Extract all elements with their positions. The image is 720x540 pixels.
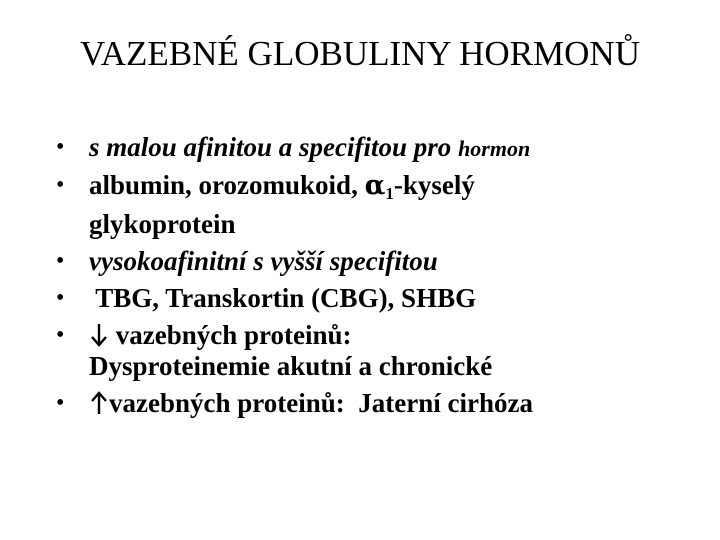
bullet-marker: • xyxy=(56,248,65,274)
bullet-marker: • xyxy=(56,390,65,416)
bullet-text: vysokoafinitní s vyšší specifitou xyxy=(89,246,438,276)
bullet-text: -kyselý xyxy=(393,170,475,200)
alpha-subscript: 1 xyxy=(385,184,394,203)
bullet-text: TBG, Transkortin (CBG), SHBG xyxy=(89,283,477,313)
bullet-marker: • xyxy=(56,285,65,311)
bullet-text: albumin, orozomukoid, xyxy=(89,170,365,200)
bullet-line xyxy=(89,170,696,209)
bullet-item xyxy=(56,246,696,277)
alpha-symbol: α xyxy=(364,170,386,201)
bullet-text: vazebných proteinů: Jaterní cirhóza xyxy=(109,388,533,418)
bullet-item xyxy=(56,132,696,164)
bullet-text: vazebných proteinů: xyxy=(109,320,352,350)
arrow-up-icon xyxy=(89,390,109,416)
slide-title: VAZEBNÉ GLOBULINY HORMONŮ xyxy=(80,34,640,73)
bullet-marker: • xyxy=(56,322,65,348)
bullet-marker: • xyxy=(56,172,65,198)
bullet-marker: • xyxy=(56,134,65,160)
bullet-line xyxy=(89,320,696,351)
bullet-text-line2: Dysproteinemie akutní a chronické xyxy=(89,351,493,381)
bullet-item xyxy=(56,170,696,240)
bullet-text: s malou afinitou a specifitou pro xyxy=(89,132,459,162)
bullet-list xyxy=(56,132,696,425)
arrow-down-icon xyxy=(89,322,109,348)
bullet-item xyxy=(56,283,696,314)
bullet-text-line2: glykoprotein xyxy=(89,209,236,239)
bullet-text-small: hormon xyxy=(458,136,531,161)
bullet-item xyxy=(56,388,696,419)
bullet-item xyxy=(56,320,696,382)
